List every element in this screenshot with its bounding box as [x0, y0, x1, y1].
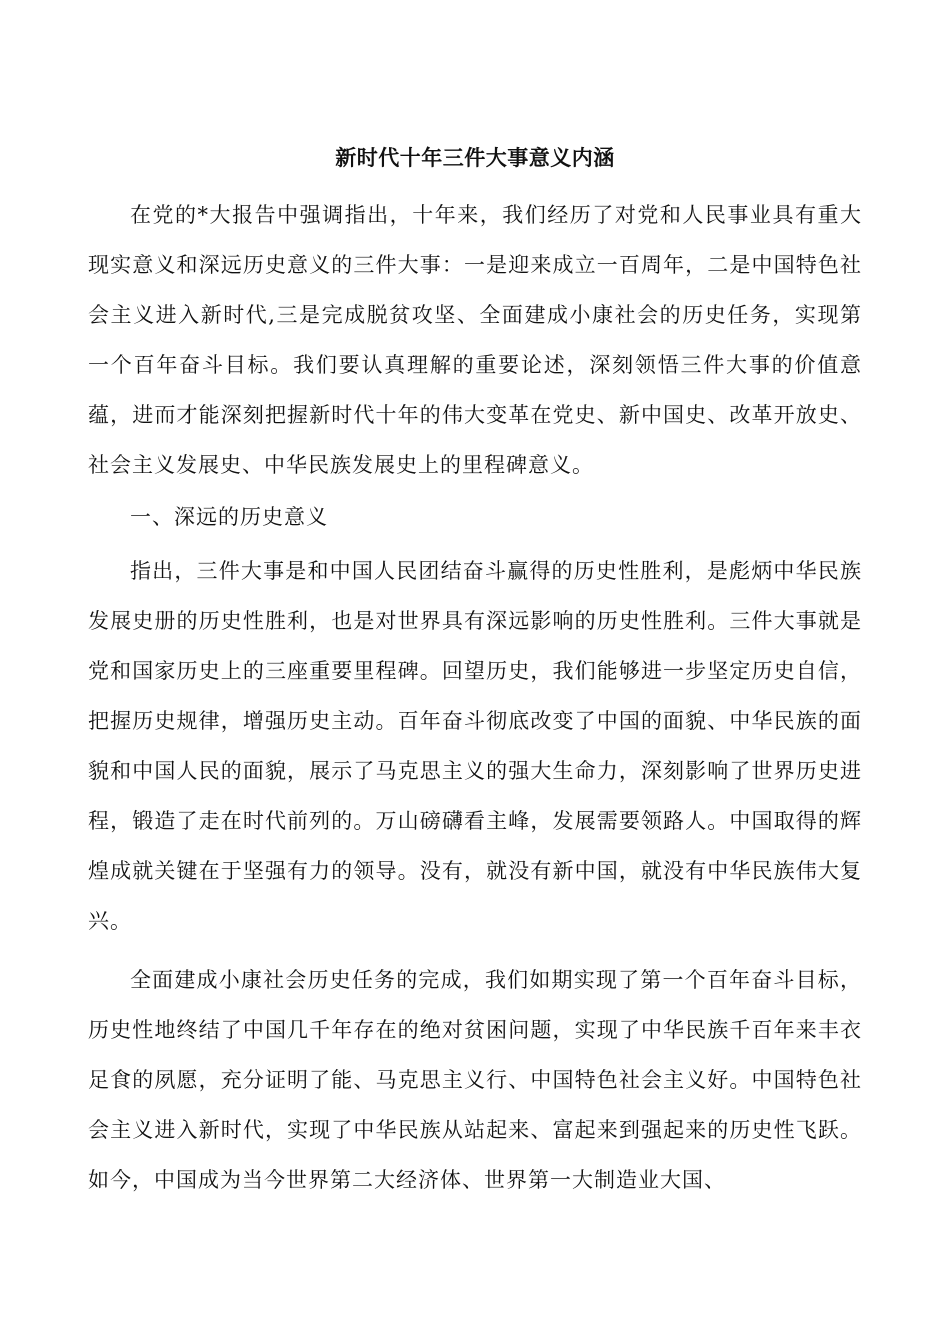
document-title: 新时代十年三件大事意义内涵 [335, 145, 615, 170]
paragraph-body: 全面建成小康社会历史任务的完成，我们如期实现了第一个百年奋斗目标，历史性地终结了中国几千年存在的绝对贫困问题，实现了中华民族千百年来丰衣足食的夙愿，充分证明了能、马克思主义行、中国特色社会主义好。中国特色社会主义进入新时代，实现了中华民族从站起来、富起来到强起来的历史性飞跃。如今，中国成为当今世界第二大经济体、世界第一大制造业大国、 [88, 968, 862, 1192]
paragraph-intro: 在党的*大报告中强调指出，十年来，我们经历了对党和人民事业具有重大现实意义和深远历史意义的三件大事：一是迎来成立一百周年，二是中国特色社会主义进入新时代,三是完成脱贫攻坚、全面建成小康社会的历史任务，实现第一个百年奋斗目标。我们要认真理解的重要论述，深刻领悟三件大事的价值意蕴，进而才能深刻把握新时代十年的伟大变革在党史、新中国史、改革开放史、社会主义发展史、中华民族发展史上的里程碑意义。 [88, 203, 862, 477]
paragraph-body: 指出，三件大事是和中国人民团结奋斗赢得的历史性胜利，是彪炳中华民族发展史册的历史性胜利，也是对世界具有深远影响的历史性胜利。三件大事就是党和国家历史上的三座重要里程碑。回望历史，我们能够进一步坚定历史自信，把握历史规律，增强历史主动。百年奋斗彻底改变了中国的面貌、中华民族的面貌和中国人民的面貌，展示了马克思主义的强大生命力，深刻影响了世界历史进程，锻造了走在时代前列的。万山磅礴看主峰，发展需要领路人。中国取得的辉煌成就关键在于坚强有力的领导。没有，就没有新中国，就没有中华民族伟大复兴。 [88, 559, 862, 933]
section-heading: 一、深远的历史意义 [130, 505, 328, 529]
